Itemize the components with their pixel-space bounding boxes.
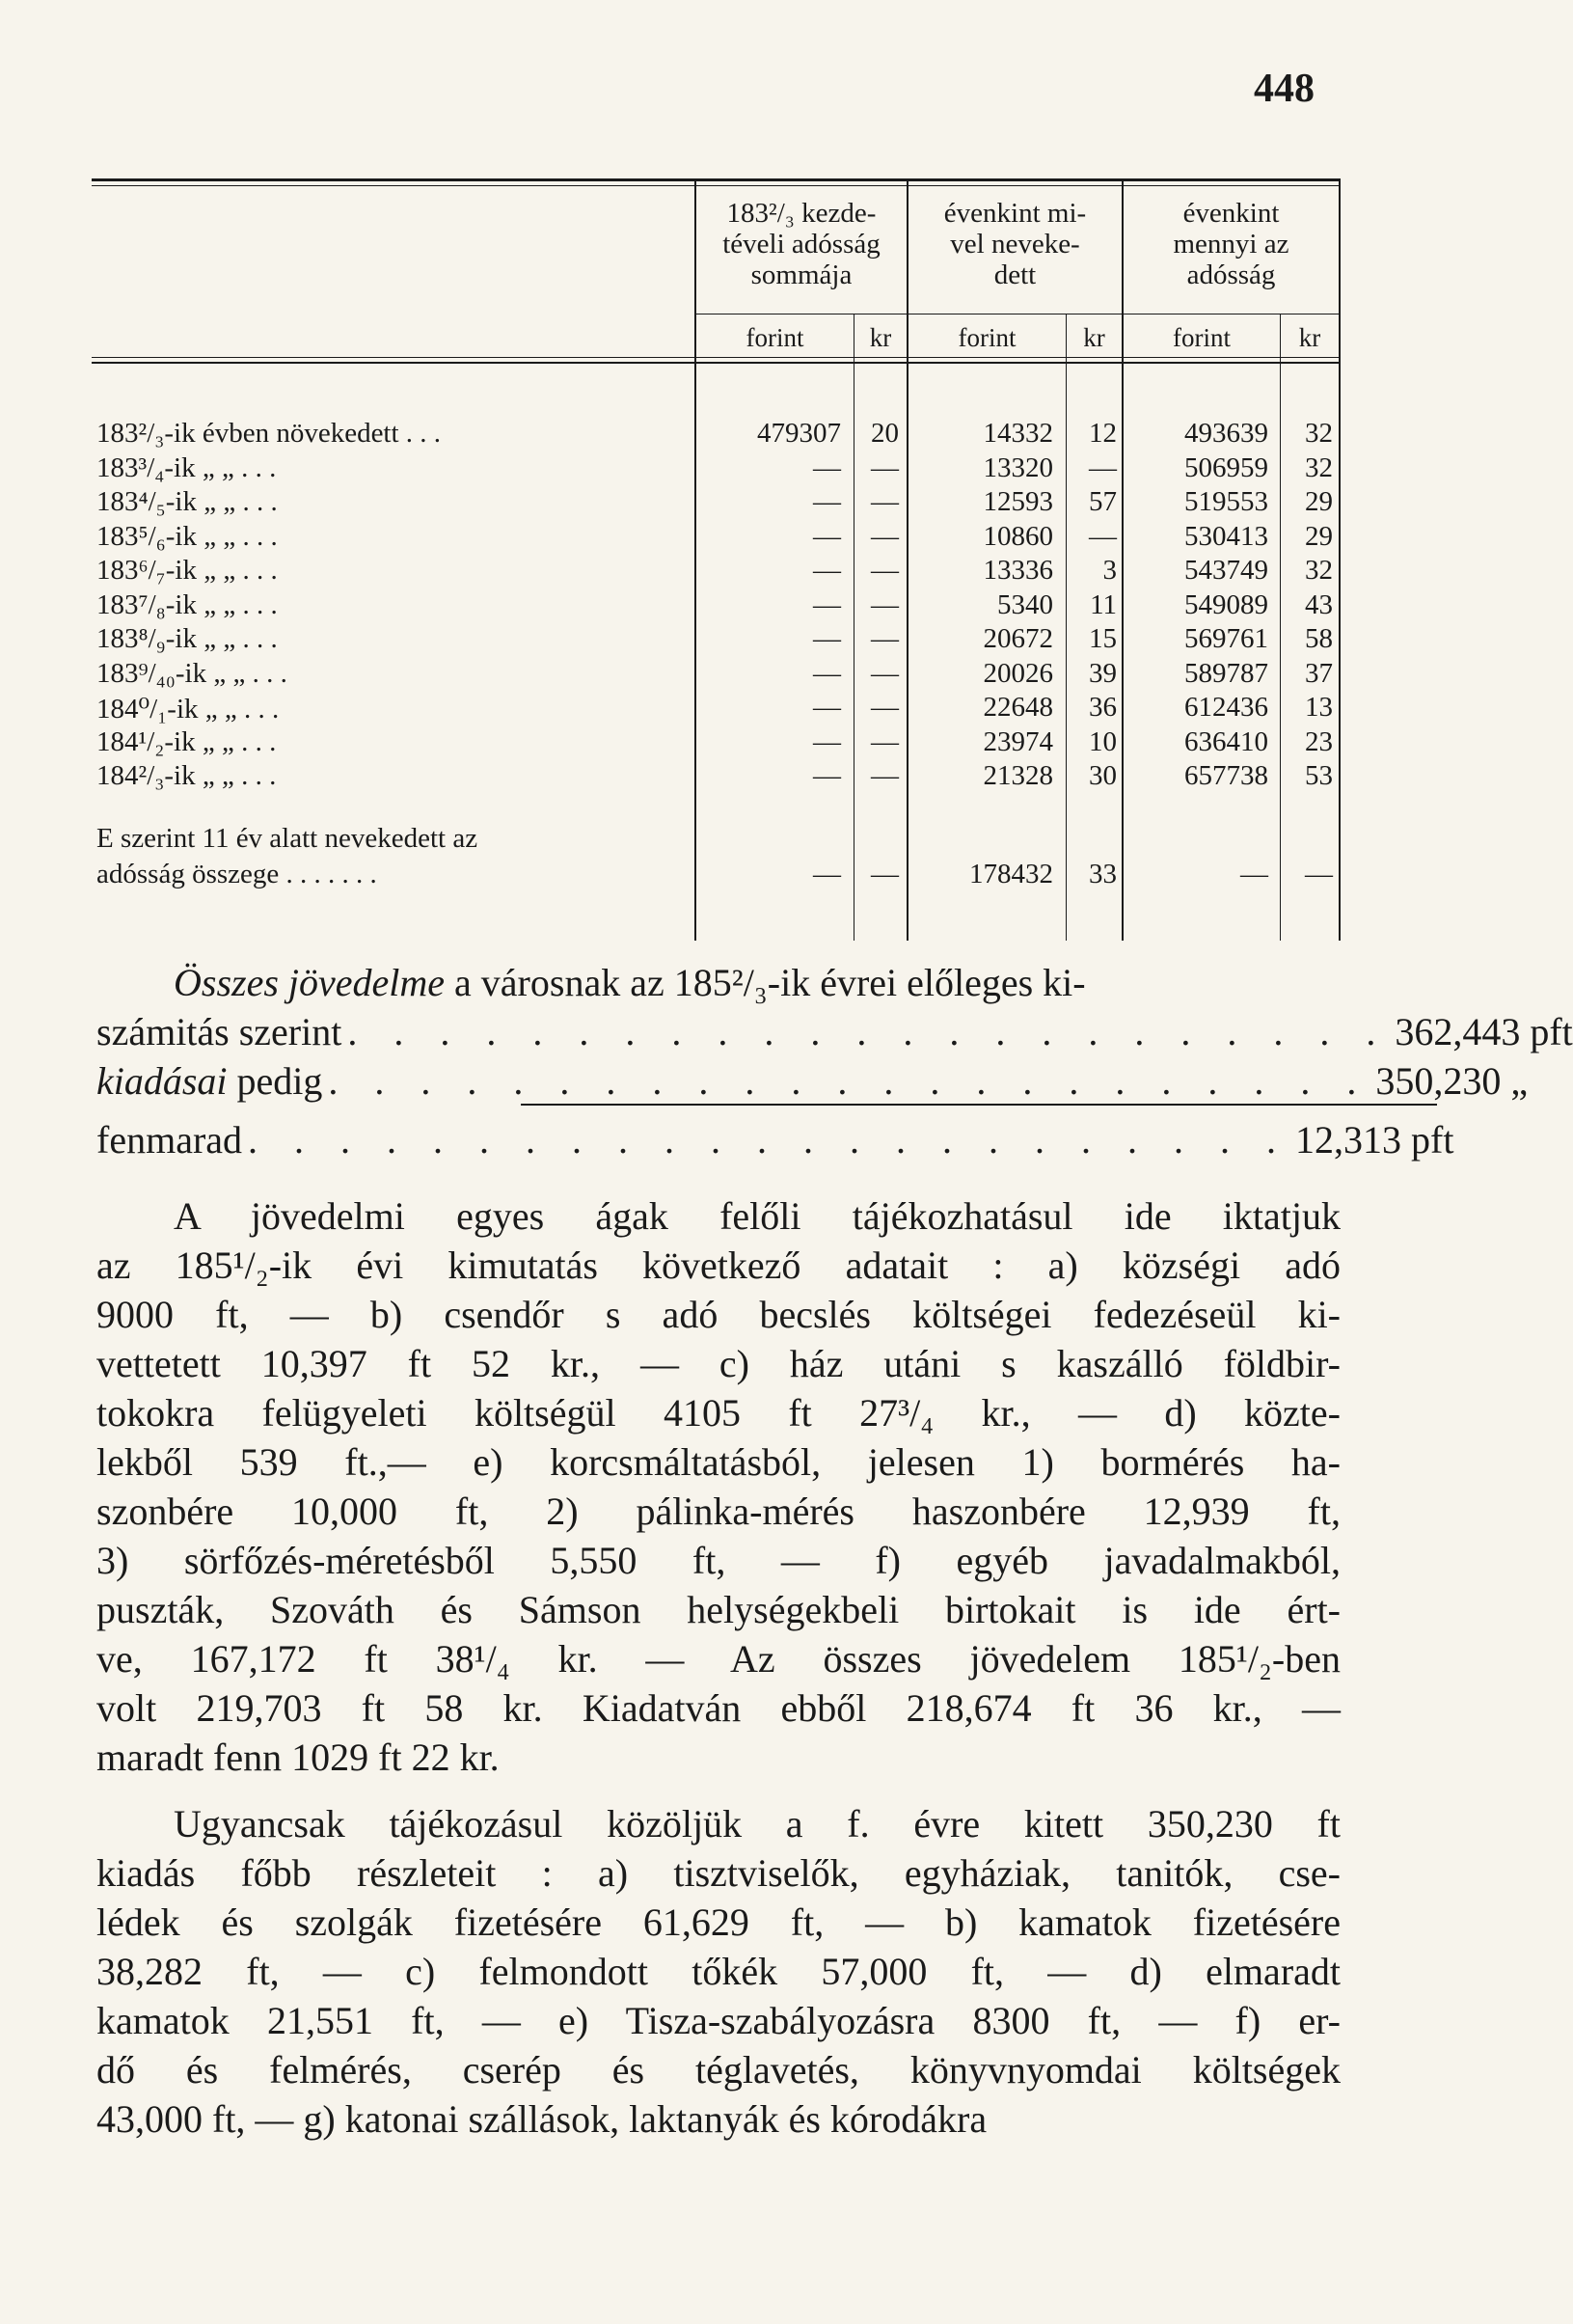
row-label: 183⁷/₈-ik „ „ . . . bbox=[96, 588, 278, 620]
cell-c2k: 57 bbox=[1089, 486, 1117, 517]
cell-c2f: 23974 bbox=[983, 725, 1053, 757]
cell-c1f: — bbox=[813, 520, 841, 552]
row-label: 183⁵/₆-ik „ „ . . . bbox=[96, 520, 278, 552]
cell-c3f: 636410 bbox=[1184, 725, 1268, 757]
cell-c3k: 13 bbox=[1305, 692, 1333, 723]
text-line: tokokra felügyeleti költségül 4105 ft 27³/₄ kr., — d) közte- bbox=[96, 1391, 1341, 1435]
paragraph-expense-details bbox=[96, 1799, 1341, 2144]
cell-c1k: — bbox=[871, 588, 899, 620]
text-line: volt 219,703 ft 58 kr. Kiadatván ebből 218,674 ft 36 kr., — bbox=[96, 1686, 1341, 1730]
cell-c2k: 11 bbox=[1090, 588, 1117, 620]
table-top-rule-thin bbox=[92, 185, 1341, 186]
total-c2-forint: 178432 bbox=[969, 859, 1053, 889]
cell-c2f: 22648 bbox=[983, 692, 1053, 723]
cell-c1f: — bbox=[813, 588, 841, 620]
summary-line-income: számitás szerint . . . . . . . . . . . . . . . . . . . . . . . 362,443 pft bbox=[96, 1007, 1341, 1056]
cell-c3f: 530413 bbox=[1184, 520, 1268, 552]
remainder-label: fenmarad bbox=[96, 1118, 243, 1162]
text-line: lekből 539 ft.,— e) korcsmáltatásból, jelesen 1) bormérés ha- bbox=[96, 1440, 1341, 1484]
cell-c2f: 20026 bbox=[983, 657, 1053, 689]
text-line: lédek és szolgák fizetésére 61,629 ft, — b) kamatok fizetésére bbox=[96, 1900, 1341, 1944]
text-line: A jövedelmi egyes ágak felőli tájékozhatásul ide iktatjuk bbox=[174, 1194, 1341, 1238]
cell-c2k: — bbox=[1089, 451, 1117, 483]
row-label: 183²/₃-ik évben növekedett . . . bbox=[96, 418, 442, 449]
cell-c2f: 13320 bbox=[983, 451, 1053, 483]
cell-c3f: 506959 bbox=[1184, 451, 1268, 483]
cell-c1f: — bbox=[813, 486, 841, 517]
text-line: Ugyancsak tájékozásul közöljük a f. évre kitett 350,230 ft bbox=[174, 1802, 1341, 1846]
cell-c3f: 549089 bbox=[1184, 588, 1268, 620]
text-line: maradt fenn 1029 ft 22 kr. bbox=[96, 1736, 500, 1779]
cell-c1f: — bbox=[813, 657, 841, 689]
total-c3-forint: — bbox=[1240, 859, 1268, 889]
cell-c1f: — bbox=[813, 725, 841, 757]
text-line: szonbére 10,000 ft, 2) pálinka-mérés haszonbére 12,939 ft, bbox=[96, 1490, 1341, 1533]
cell-c2k: 15 bbox=[1089, 623, 1117, 654]
cell-c2k: 10 bbox=[1089, 725, 1117, 757]
row-label: 184¹/₂-ik „ „ . . . bbox=[96, 725, 277, 757]
table-top-rule bbox=[92, 178, 1341, 181]
cell-c2k: 36 bbox=[1089, 692, 1117, 723]
debt-table bbox=[92, 178, 1341, 941]
row-label: 183⁹/₄₀-ik „ „ . . . bbox=[96, 657, 287, 689]
row-label: 183⁸/₉-ik „ „ . . . bbox=[96, 623, 278, 654]
cell-c1f: — bbox=[813, 623, 841, 654]
cell-c3k: 58 bbox=[1305, 623, 1333, 654]
cell-c2f: 5340 bbox=[997, 588, 1053, 620]
unit-forint-1: forint bbox=[746, 323, 804, 352]
cell-c3f: 519553 bbox=[1184, 486, 1268, 517]
paragraph-income-details bbox=[96, 1191, 1341, 1782]
text-line: dő és felmérés, cserép és téglavetés, könyvnyomdai költségek bbox=[96, 2048, 1341, 2092]
header-yearly-debt: évenkint mennyi az adósság bbox=[1173, 198, 1289, 290]
header-initial-debt: 183²/₃ kezde- téveli adósság sommája bbox=[722, 198, 881, 290]
total-label-line2: adósság összege . . . . . . . bbox=[96, 859, 377, 889]
expense-amount: 350,230 „ bbox=[1375, 1059, 1529, 1103]
text-line: kamatok 21,551 ft, — e) Tisza-szabályozásra 8300 ft, — f) er- bbox=[96, 1999, 1341, 2042]
text-line: az 185¹/₂-ik évi kimutatás következő adatait : a) községi adó bbox=[96, 1244, 1341, 1287]
cell-c1k: — bbox=[871, 520, 899, 552]
cell-c2f: 14332 bbox=[983, 418, 1053, 449]
cell-c1f: — bbox=[813, 692, 841, 723]
text-line: kiadás főbb részleteit : a) tisztviselők, egyháziak, tanitók, cse- bbox=[96, 1851, 1341, 1895]
cell-c2k: 12 bbox=[1089, 418, 1117, 449]
cell-c1f: 479307 bbox=[757, 418, 841, 449]
header-yearly-increase: évenkint mi- vel neveke- dett bbox=[943, 198, 1087, 290]
text-line: 38,282 ft, — c) felmondott tőkék 57,000 ft, — d) elmaradt bbox=[96, 1950, 1341, 1993]
cell-c2f: 13336 bbox=[983, 555, 1053, 586]
cell-c3k: 29 bbox=[1305, 486, 1333, 517]
cell-c1k: — bbox=[871, 760, 899, 791]
cell-c3k: 23 bbox=[1305, 725, 1333, 757]
cell-c1f: — bbox=[813, 555, 841, 586]
text-line: 3) sörfőzés-méretésből 5,550 ft, — f) egyéb javadalmakból, bbox=[96, 1539, 1341, 1582]
text-line: vettetett 10,397 ft 52 kr., — c) ház utáni s kaszálló földbir- bbox=[96, 1342, 1341, 1385]
cell-c3f: 589787 bbox=[1184, 657, 1268, 689]
cell-c1k: — bbox=[871, 623, 899, 654]
expense-label: pedig bbox=[227, 1059, 323, 1103]
cell-c2k: 39 bbox=[1089, 657, 1117, 689]
cell-c3k: 29 bbox=[1305, 520, 1333, 552]
unit-kr-1: kr bbox=[869, 323, 892, 352]
cell-c1k: — bbox=[871, 657, 899, 689]
total-c3-kr: — bbox=[1305, 859, 1333, 889]
unit-kr-3: kr bbox=[1298, 323, 1321, 352]
total-c1-kr: — bbox=[871, 859, 899, 889]
income-label: számitás szerint bbox=[96, 1010, 342, 1053]
cell-c2f: 20672 bbox=[983, 623, 1053, 654]
expense-italic: kiadásai bbox=[96, 1059, 228, 1103]
text-line: 43,000 ft, — g) katonai szállások, laktanyák és kórodákra bbox=[96, 2097, 988, 2141]
cell-c2f: 12593 bbox=[983, 486, 1053, 517]
row-label: 184²/₃-ik „ „ . . . bbox=[96, 760, 277, 791]
text-line: 9000 ft, — b) csendőr s adó becslés költségei fedezéseül ki- bbox=[96, 1293, 1341, 1336]
cell-c3f: 493639 bbox=[1184, 418, 1268, 449]
cell-c3f: 569761 bbox=[1184, 623, 1268, 654]
units-sep bbox=[92, 362, 1341, 364]
cell-c3k: 32 bbox=[1305, 451, 1333, 483]
page-number: 448 bbox=[1254, 67, 1315, 111]
cell-c1k: — bbox=[871, 486, 899, 517]
cell-c2k: 3 bbox=[1102, 555, 1117, 586]
cell-c2f: 10860 bbox=[983, 520, 1053, 552]
summary-intro-italic: Összes jövedelme bbox=[174, 961, 446, 1004]
row-label: 183⁴/₅-ik „ „ . . . bbox=[96, 486, 278, 517]
cell-c1k: — bbox=[871, 451, 899, 483]
cell-c1k: — bbox=[871, 692, 899, 723]
cell-c2f: 21328 bbox=[983, 760, 1053, 791]
cell-c1f: — bbox=[813, 451, 841, 483]
unit-kr-2: kr bbox=[1083, 323, 1105, 352]
cell-c1k: 20 bbox=[871, 418, 899, 449]
cell-c3k: 32 bbox=[1305, 418, 1333, 449]
cell-c2k: — bbox=[1089, 520, 1117, 552]
cell-c2k: 30 bbox=[1089, 760, 1117, 791]
col-rule-4 bbox=[1339, 178, 1341, 941]
row-label: 184⁰/₁-ik „ „ . . . bbox=[96, 694, 280, 725]
summary-rule bbox=[521, 1104, 1437, 1106]
cell-c3k: 32 bbox=[1305, 555, 1333, 586]
cell-c3f: 612436 bbox=[1184, 692, 1268, 723]
row-label: 183³/₄-ik „ „ . . . bbox=[96, 451, 277, 483]
text-line: puszták, Szováth és Sámson helységekbeli birtokait is ide ért- bbox=[96, 1588, 1341, 1631]
summary-line-remainder: fenmarad . . . . . . . . . . . . . . . . . . . . . . . 12,313 pft bbox=[96, 1115, 1341, 1164]
summary-line-expense: kiadásai pedig . . . . . . . . . . . . . . . . . . . . . . . 350,230 „ bbox=[96, 1056, 1341, 1106]
cell-c3k: 53 bbox=[1305, 760, 1333, 791]
cell-c1k: — bbox=[871, 555, 899, 586]
unit-forint-2: forint bbox=[958, 323, 1017, 352]
cell-c3f: 657738 bbox=[1184, 760, 1268, 791]
cell-c1k: — bbox=[871, 725, 899, 757]
cell-c3k: 37 bbox=[1305, 657, 1333, 689]
total-c1-forint: — bbox=[813, 859, 841, 889]
cell-c3f: 543749 bbox=[1184, 555, 1268, 586]
units-sep-thin bbox=[92, 357, 1341, 358]
total-c2-kr: 33 bbox=[1089, 859, 1117, 889]
text-line: ve, 167,172 ft 38¹/₄ kr. — Az összes jövedelem 185¹/₂-ben bbox=[96, 1637, 1341, 1681]
remainder-amount: 12,313 pft bbox=[1295, 1118, 1454, 1162]
summary-intro-rest: a városnak az 185²/₃-ik évrei előleges ki- bbox=[445, 961, 1086, 1004]
total-label-line1: E szerint 11 év alatt nevekedett az bbox=[96, 823, 478, 854]
cell-c3k: 43 bbox=[1305, 588, 1333, 620]
summary-block bbox=[96, 958, 1573, 1164]
summary-intro bbox=[96, 958, 1341, 1007]
cell-c1f: — bbox=[813, 760, 841, 791]
unit-forint-3: forint bbox=[1173, 323, 1231, 352]
income-amount: 362,443 pft bbox=[1395, 1010, 1573, 1053]
row-label: 183⁶/₇-ik „ „ . . . bbox=[96, 555, 278, 586]
